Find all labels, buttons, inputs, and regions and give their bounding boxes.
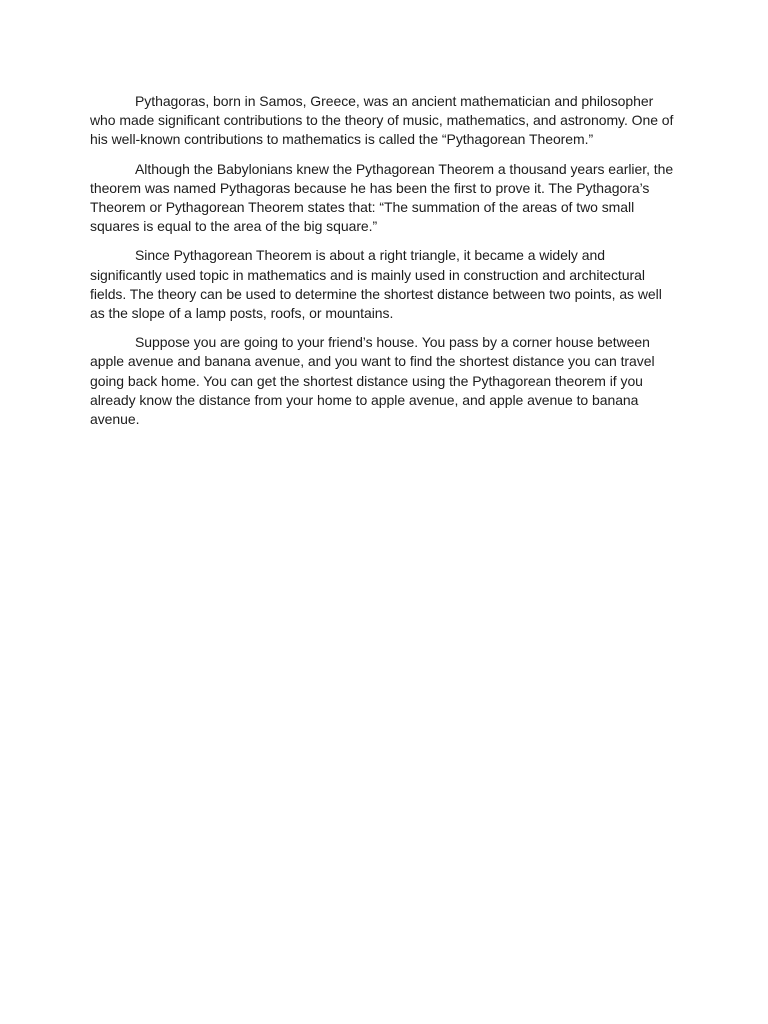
paragraph-friends-house-example: Suppose you are going to your friend’s house. You pass by a corner house between apple avenue and banana avenue, and you want to find the shortest distance you can travel going back home. You can get the shortest distance using the Pythagorean theorem if you already know the distance from your home to apple avenue, and apple avenue to banana avenue. — [90, 334, 655, 428]
paragraph-pythagoras-intro: Pythagoras, born in Samos, Greece, was an ancient mathematician and philosopher who made significant contributions to the theory of music, mathematics, and astronomy. One of his well-known contributions to mathematics is called the “Pythagorean Theorem.” — [90, 93, 674, 148]
paragraph-right-triangle-uses: Since Pythagorean Theorem is about a right triangle, it became a widely and significantly used topic in mathematics and is mainly used in construction and architectural fields. The theory can be used to determine the shortest distance between two points, as well as the slope of a lamp posts, roofs, or mountains. — [90, 247, 662, 322]
paragraph-babylonians: Although the Babylonians knew the Pythagorean Theorem a thousand years earlier, the theorem was named Pythagoras because he has been the first to prove it. The Pythagora’s Theorem or Pythagorean Theorem states that: “The summation of the areas of two small squares is equal to the area of the big square.” — [90, 160, 674, 235]
